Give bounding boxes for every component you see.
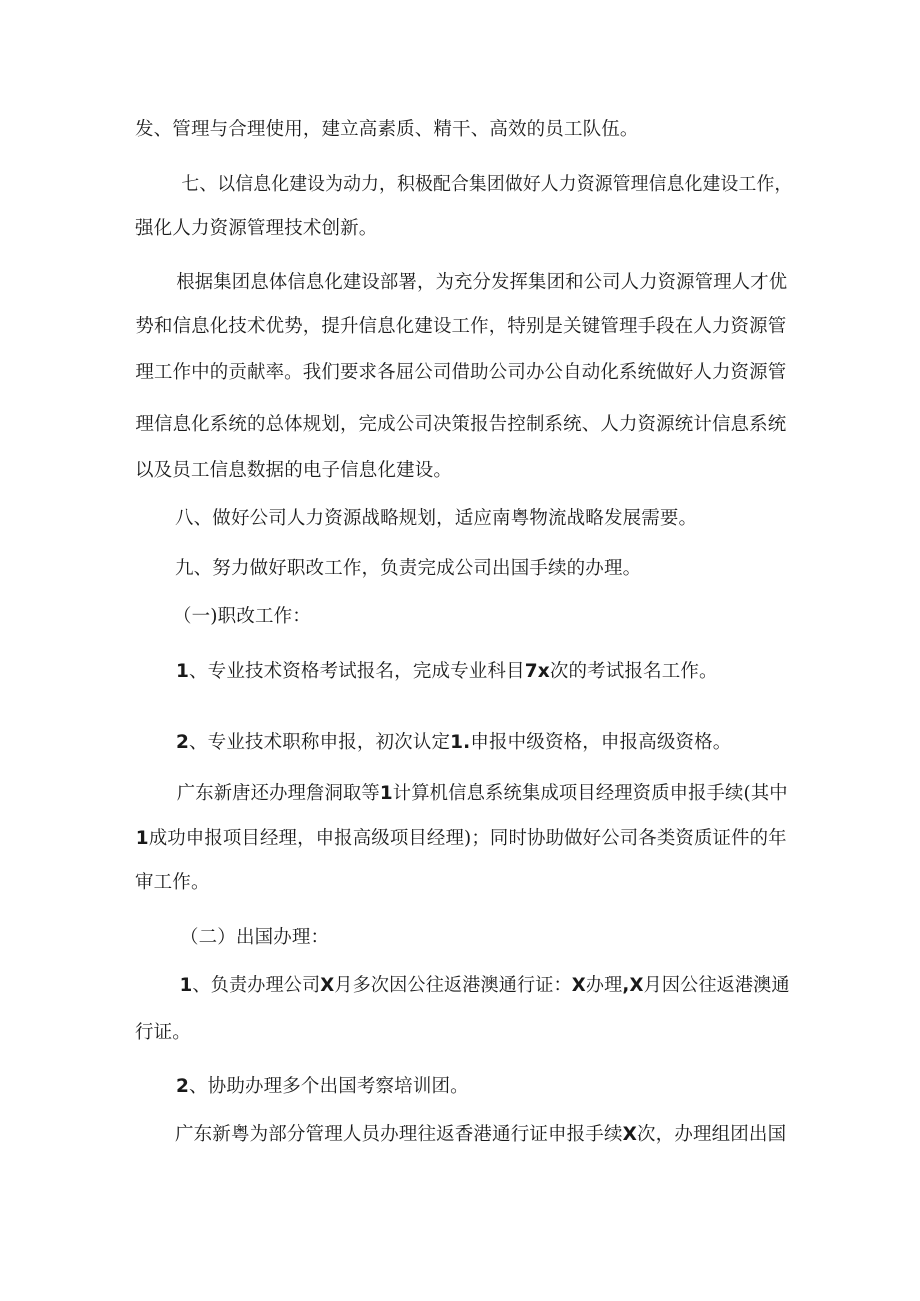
text-run: （二）出国办理： (180, 927, 330, 948)
text-run-bold: 1 (179, 975, 193, 996)
list-item-2 (176, 1074, 920, 1100)
paragraph-line (176, 270, 920, 296)
text-run: 以及员工信息数据的电子信息化建设。 (135, 460, 453, 481)
paragraph-line (177, 781, 920, 807)
text-run: 月多次因公往返港澳通行证： (334, 975, 572, 996)
text-run: 次，办理组团出国 (637, 1124, 787, 1145)
text-run-bold: 1 (135, 828, 149, 849)
text-run: 发、管理与合理使用，建立高素质、精干、高效的员工队伍。 (135, 119, 639, 140)
text-run: 月因公往返港澳通 (643, 975, 790, 996)
text-run: 理工作中的贡献率。我们要求各屈公司借助公司办公自动化系统做好人力资源管 (135, 362, 787, 383)
text-run-bold: X (622, 1124, 638, 1145)
text-run: 成功申报项目经理，申报高级项目经理)；同时协助做好公司各类资质证件的年 (148, 828, 787, 849)
text-run: 七、以信息化建设为动力，积极配合集团做好人力资源管理信息化建设工作， (181, 174, 793, 195)
text-run-bold: X (320, 975, 335, 996)
list-item-2 (176, 730, 920, 756)
text-run-bold: 2 (176, 732, 190, 753)
text-run: 、协助办理多个出国考察培训团。 (189, 1076, 469, 1097)
text-run-bold: 1 (379, 783, 393, 804)
text-run: 理信息化系统的总体规划，完成公司决策报告控制系统、人力资源统计信息系统 (135, 414, 787, 435)
text-run: 、专业技术资格考试报名，完成专业科目 (189, 661, 525, 682)
text-run: （一)职改工作： (173, 606, 311, 627)
text-run: 、专业技术职称申报，初次认定 (189, 732, 451, 753)
text-run: 行证。 (135, 1022, 191, 1043)
list-item-1 (180, 973, 920, 999)
text-run-bold: 2 (176, 1076, 190, 1097)
paragraph-line (135, 360, 920, 386)
text-run: 八、做好公司人力资源战略规划，适应南粤物流战略发展需要。 (175, 508, 698, 529)
paragraph-line (175, 1122, 920, 1148)
paragraph-line (135, 458, 920, 484)
section-heading-7-line-2 (135, 216, 920, 242)
text-run: 强化人力资源管理技术创新。 (135, 218, 378, 239)
text-run-bold: X (571, 975, 586, 996)
text-run: 次的考试报名工作。 (549, 661, 718, 682)
paragraph-line (136, 826, 920, 852)
paragraph-line (135, 870, 920, 896)
subsection-heading-2 (180, 925, 920, 951)
text-run: 广东新粤为部分管理人员办理往返香港通行证申报手续 (175, 1124, 623, 1145)
text-run-bold: 1. (450, 732, 471, 753)
paragraph-line (135, 1020, 920, 1046)
text-run: 九、努力做好职改工作，负责完成公司出国手续的办理。 (175, 558, 642, 579)
text-run: 计算机信息系统集成项目经理资质申报手续(其中 (392, 783, 788, 804)
text-run: 办理 (585, 975, 623, 996)
paragraph-line (135, 117, 920, 143)
text-run-bold: 7x (524, 661, 550, 682)
text-run: 、负责办理公司 (192, 975, 321, 996)
section-heading-9 (175, 556, 920, 582)
section-heading-8 (175, 506, 920, 532)
section-heading-7-line-1 (181, 172, 920, 198)
paragraph-line (135, 314, 920, 340)
subsection-heading-1 (173, 604, 920, 630)
text-run: 根据集团息体信息化建设部署，为充分发挥集团和公司人力资源管理人才优 (176, 272, 788, 293)
list-item-1 (176, 659, 920, 685)
text-run: 申报中级资格，申报高级资格。 (470, 732, 732, 753)
text-run: 势和信息化技术优势，提升信息化建设工作，特别是关键管理手段在人力资源管 (135, 316, 787, 337)
paragraph-line (135, 412, 920, 438)
text-run: 审工作。 (135, 872, 210, 893)
text-run-bold: 1 (176, 661, 190, 682)
text-run-bold: ,X (622, 975, 644, 996)
text-run: 广东新唐还办理詹洞取等 (176, 783, 380, 804)
